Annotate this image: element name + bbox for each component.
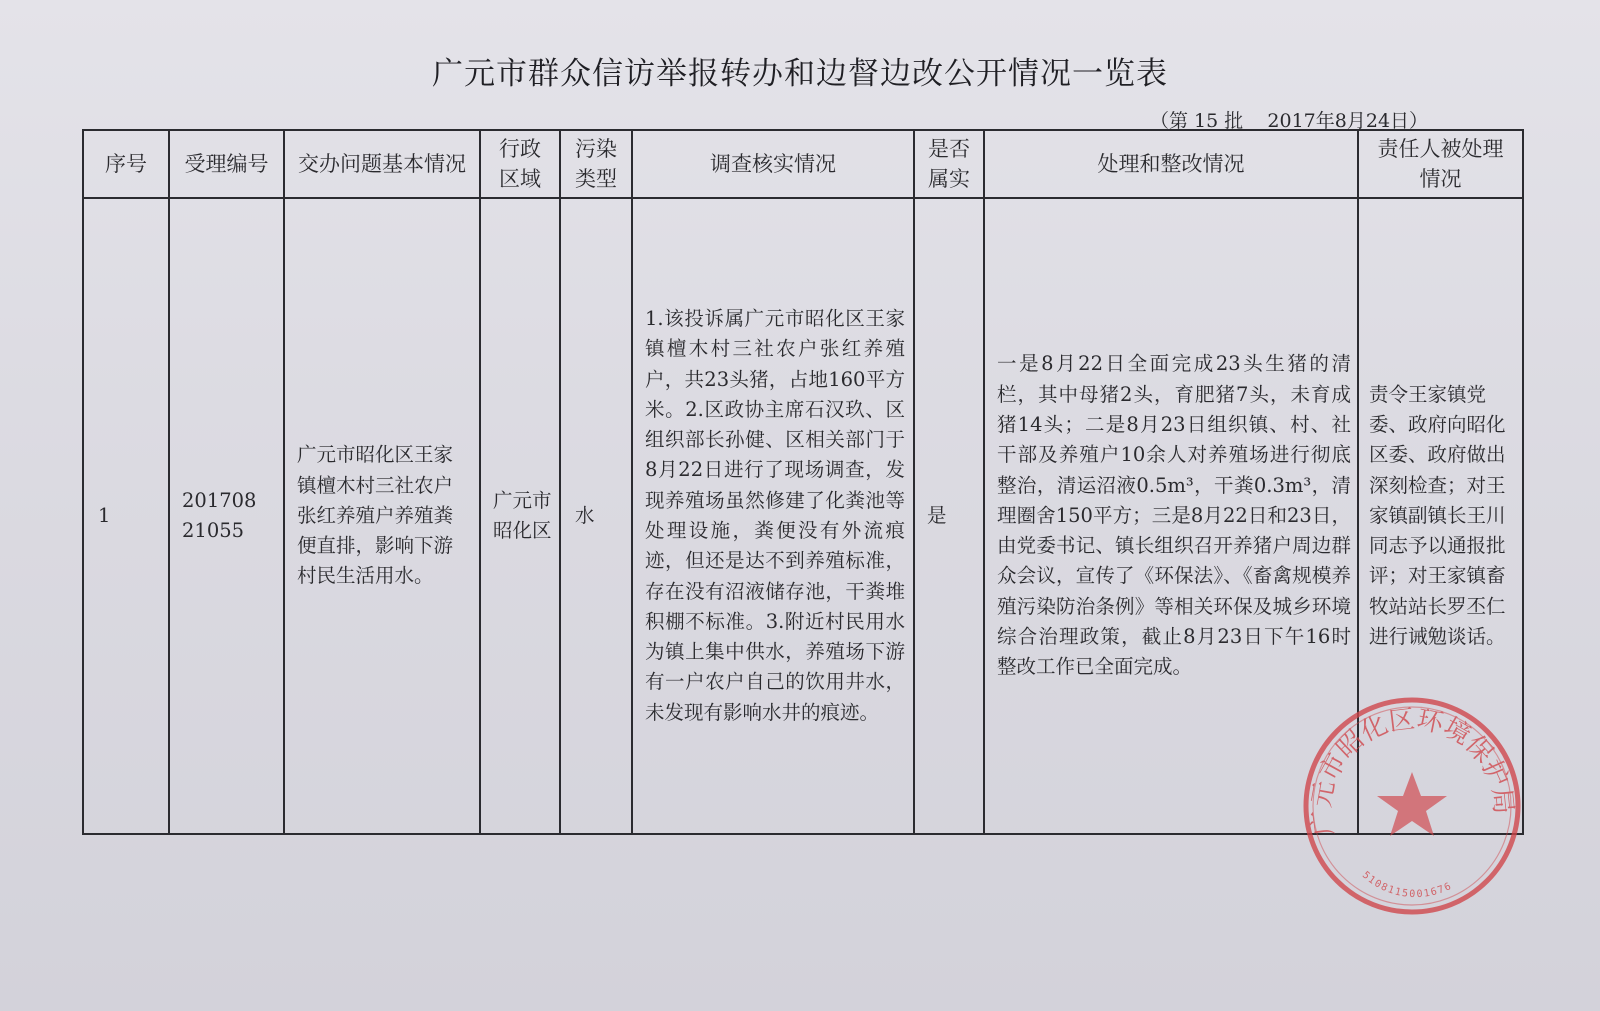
cell-issue: 广元市昭化区王家镇檀木村三社农户张红养殖户养殖粪便直排，影响下游村民生活用水。	[284, 198, 480, 834]
batch-info: （第 15 批 2017年8月24日）	[1150, 110, 1429, 132]
cell-true: 是	[914, 198, 984, 834]
header-issue: 交办问题基本情况	[284, 130, 480, 198]
header-fix: 处理和整改情况	[984, 130, 1358, 198]
cell-resp: 责令王家镇党委、政府向昭化区委、政府做出深刻检查；对王家镇副镇长王川同志予以通报批评；对王家镇畜牧站站长罗丕仁进行诫勉谈话。	[1358, 198, 1523, 834]
cell-region	[480, 198, 560, 834]
seal-number: 5108115001676	[1359, 869, 1455, 901]
cell-region-text: 广元市昭化区	[493, 488, 552, 542]
cell-code	[169, 198, 284, 834]
cell-type: 水	[560, 198, 632, 834]
seal-text: 广元市昭化区环境保护局	[1306, 704, 1519, 838]
page-title: 广元市群众信访举报转办和边督边改公开情况一览表	[432, 56, 1168, 92]
header-row	[83, 130, 1523, 198]
header-type: 污染类型	[560, 130, 632, 198]
header-region: 行政区域	[480, 130, 560, 198]
svg-text:5108115001676	[1360, 870, 1454, 901]
header-true: 是否属实	[914, 130, 984, 198]
header-invest: 调查核实情况	[632, 130, 914, 198]
cell-fix: 一是8月22日全面完成23头生猪的清栏，其中母猪2头，育肥猪7头，未育成猪14头；二是8月23日组织镇、村、社干部及养殖户10余人对养殖场进行彻底整治，清运沼液0.5m³，干粪0.3m³，清理圈舍150平方；三是8月22日和23日，由党委书记、镇长组织召开养猪户周边群众会议，宣传了《环保法》、《畜禽规模养殖污染防治条例》等相关环保及城乡环境综合治理政策，截止8月23日下午16时整改工作已全面完成。	[984, 198, 1358, 834]
header-code: 受理编号	[169, 130, 284, 198]
header-resp: 责任人被处理情况	[1358, 130, 1523, 198]
cell-idx: 1	[83, 198, 169, 834]
cell-code-text: 20170821055	[182, 488, 257, 542]
official-seal-icon	[1296, 690, 1528, 922]
header-idx: 序号	[83, 130, 169, 198]
cell-invest: 1.该投诉属广元市昭化区王家镇檀木村三社农户张红养殖户，共23头猪，占地160平方米。2.区政协主席石汉玖、区组织部长孙健、区相关部门于8月22日进行了现场调查，发现养殖场虽然修建了化粪池等处理设施，粪便没有外流痕迹，但还是达不到养殖标准，存在没有沼液储存池，干粪堆积棚不标准。3.附近村民用水为镇上集中供水，养殖场下游有一户农户自己的饮用井水，未发现有影响水井的痕迹。	[632, 198, 914, 834]
